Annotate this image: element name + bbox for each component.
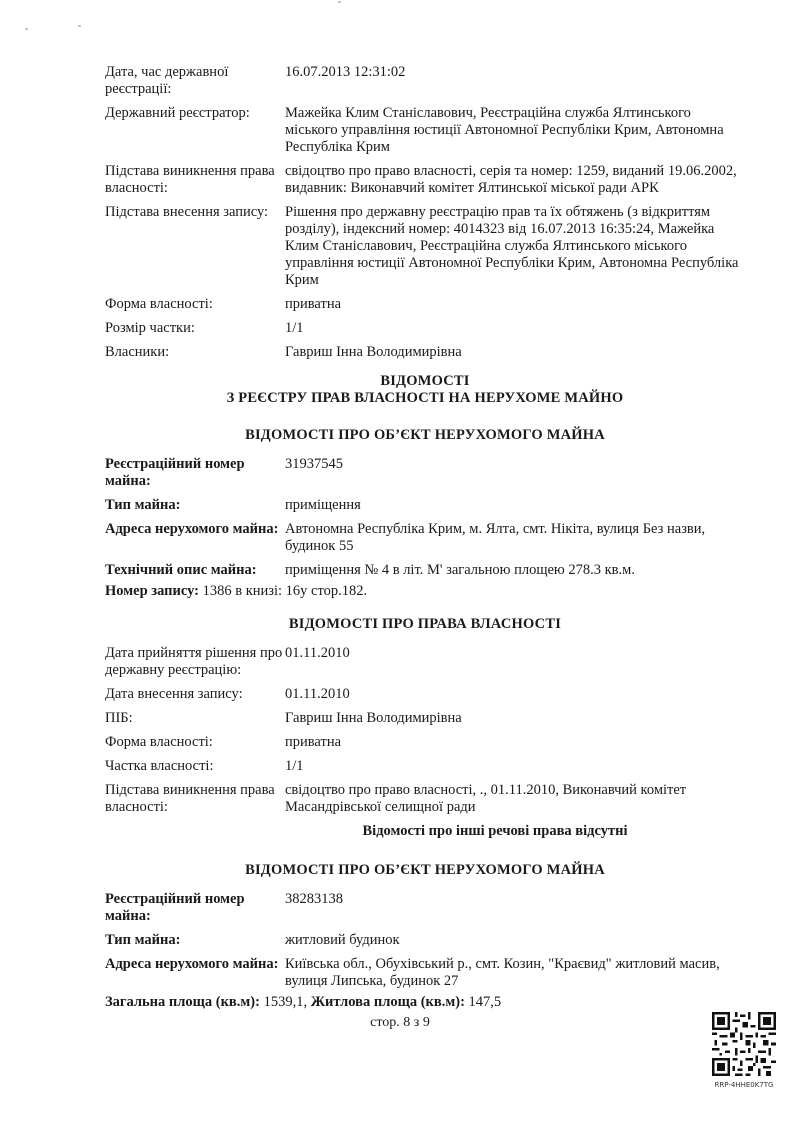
field-row <box>105 204 745 289</box>
field-row <box>105 320 745 337</box>
total-area-label: Загальна площа (кв.м): <box>105 994 260 1010</box>
main-heading-line1: ВІДОМОСТІ <box>380 373 470 389</box>
field-label: Реєстраційний номер майна: <box>105 456 245 489</box>
field-label: Адреса нерухомого майна: <box>105 521 279 537</box>
field-row <box>105 932 745 949</box>
field-value: свідоцтво про право власності, ., 01.11.2010, Виконавчий комітет Масандрівської селищної ради <box>285 782 687 815</box>
field-row <box>105 497 745 514</box>
field-label: Підстава виникнення права власності: <box>105 163 275 196</box>
field-value: 31937545 <box>285 456 343 472</box>
field-label: Підстава виникнення права власності: <box>105 782 275 815</box>
field-label: Підстава внесення запису: <box>105 204 269 220</box>
field-label: Форма власності: <box>105 296 213 312</box>
record-number-value: 1386 в книзі: 16у стор.182. <box>198 583 368 599</box>
field-value: Автономна Республіка Крим, м. Ялта, смт. Нікіта, вулиця Без назви, будинок 55 <box>285 521 706 554</box>
top-section <box>105 64 745 361</box>
field-row <box>105 956 745 990</box>
field-value: 01.11.2010 <box>285 686 350 702</box>
field-label: Частка власності: <box>105 758 214 774</box>
field-row <box>105 734 745 751</box>
living-area-value: 147,5 <box>464 994 502 1010</box>
field-row <box>105 344 745 361</box>
field-row <box>105 296 745 313</box>
qr-code-icon <box>712 1012 776 1076</box>
field-value: приміщення <box>285 497 361 513</box>
field-label: Тип майна: <box>105 932 181 948</box>
field-value: приватна <box>285 734 342 750</box>
field-value: приміщення № 4 в літ. М' загальною площею 278.3 кв.м. <box>285 562 635 578</box>
main-heading-line2: З РЕЄСТРУ ПРАВ ВЛАСНОСТІ НА НЕРУХОМЕ МАЙНО <box>226 390 624 406</box>
field-label: Тип майна: <box>105 497 181 513</box>
scan-speck <box>78 25 81 27</box>
field-value: приватна <box>285 296 342 312</box>
field-label: Реєстраційний номер майна: <box>105 891 245 924</box>
field-row <box>105 64 745 98</box>
field-row <box>105 163 745 197</box>
field-row <box>105 891 745 925</box>
field-label: Технічний опис майна: <box>105 562 257 578</box>
object-section-heading: ВІДОМОСТІ ПРО ОБ’ЄКТ НЕРУХОМОГО МАЙНА <box>245 427 605 443</box>
field-row <box>105 782 745 816</box>
living-area-label: Житлова площа (кв.м): <box>310 994 465 1010</box>
field-value: Київська обл., Обухівський р., смт. Козин, "Краєвид" житловий масив, вулиця Липська, будинок 27 <box>285 956 720 989</box>
rights-section <box>105 645 745 840</box>
field-row <box>105 562 745 579</box>
field-value: 1/1 <box>285 758 304 774</box>
qr-code-text: RRP-4HHE0K7TG <box>714 1081 774 1089</box>
field-label: Державний реєстратор: <box>105 105 250 121</box>
field-row <box>105 645 745 679</box>
field-value: Мажейка Клим Станіславович, Реєстраційна служба Ялтинського міського управління юстиції Автономної Республіки Крим, Автономна Республіка Крим <box>285 105 724 155</box>
field-value: Гавриш Інна Володимирівна <box>285 344 462 360</box>
field-value: 01.11.2010 <box>285 645 350 661</box>
record-number-line <box>105 583 745 600</box>
object-section-heading: ВІДОМОСТІ ПРО ОБ’ЄКТ НЕРУХОМОГО МАЙНА <box>245 862 605 878</box>
field-value: житловий будинок <box>285 932 400 948</box>
total-area-value: 1539,1, <box>259 994 311 1010</box>
rights-section-heading: ВІДОМОСТІ ПРО ПРАВА ВЛАСНОСТІ <box>288 616 562 632</box>
field-value: 38283138 <box>285 891 343 907</box>
field-label: Власники: <box>105 344 170 360</box>
field-label: Адреса нерухомого майна: <box>105 956 279 972</box>
field-value: Гавриш Інна Володимирівна <box>285 710 462 726</box>
page-number: стор. 8 з 9 <box>370 1015 430 1030</box>
document-content <box>105 64 745 1018</box>
scan-speck <box>25 28 28 30</box>
field-row <box>105 456 745 490</box>
field-row <box>105 710 745 727</box>
field-label: ПІБ: <box>105 710 133 726</box>
field-label: Дата, час державної реєстрації: <box>105 64 229 97</box>
field-label: Дата прийняття рішення про державну реєстрацію: <box>105 645 283 678</box>
field-row <box>105 105 745 156</box>
field-value: Рішення про державну реєстрацію прав та їх обтяжень (з відкриттям розділу), індексний номер: 4014323 від 16.07.2013 16:35:24, Мажейка Клим Станіславович, Реєстраційна служба Ялтинського міського управління юстиції Автономної Республіки Крим, Автономна Республіка Крим <box>285 204 739 288</box>
field-row <box>105 758 745 775</box>
field-value: 16.07.2013 12:31:02 <box>285 64 406 80</box>
field-value: 1/1 <box>285 320 304 336</box>
main-heading <box>105 373 745 407</box>
field-row <box>105 521 745 555</box>
field-label: Дата внесення запису: <box>105 686 243 702</box>
field-value: свідоцтво про право власності, серія та номер: 1259, виданий 19.06.2002, видавник: Виконавчий комітет Ялтинської міської ради АРК <box>285 163 737 196</box>
record-number-label: Номер запису: <box>105 583 199 599</box>
field-label: Форма власності: <box>105 734 213 750</box>
other-rights-note: Відомості про інші речові права відсутні <box>362 823 628 839</box>
area-line <box>105 994 745 1011</box>
field-label: Розмір частки: <box>105 320 195 336</box>
scan-speck <box>338 1 341 3</box>
object-section <box>105 456 745 600</box>
field-row <box>105 686 745 703</box>
object-section <box>105 891 745 1011</box>
